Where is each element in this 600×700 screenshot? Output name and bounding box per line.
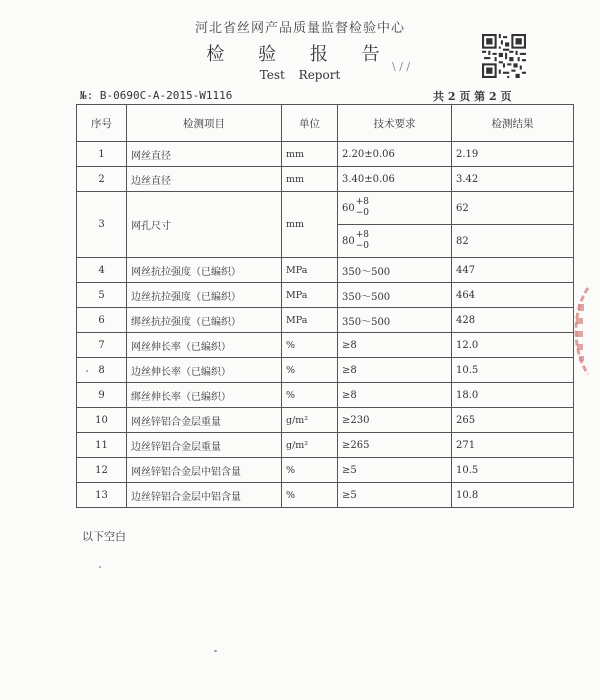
requirement-line-a xyxy=(338,192,451,225)
cell-requirement: 350～500 xyxy=(338,258,452,283)
cell-requirement: 350～500 xyxy=(338,308,452,333)
report-title: 检 验 报 告 xyxy=(206,44,394,65)
cell-unit: g/m² xyxy=(282,433,338,458)
cell-unit: mm xyxy=(282,142,338,167)
cell-unit: MPa xyxy=(282,308,338,333)
cell-requirement: ≥8 xyxy=(338,358,452,383)
table-row xyxy=(77,258,574,283)
cell-item: 绑丝伸长率（已编织） xyxy=(127,383,282,408)
cell-item: 边丝伸长率（已编织） xyxy=(127,358,282,383)
cell-unit: % xyxy=(282,458,338,483)
cell-unit: mm xyxy=(282,192,338,258)
table-row xyxy=(77,283,574,308)
cell-result: 18.0 xyxy=(452,383,574,408)
cell-item: 网丝抗拉强度（已编织） xyxy=(127,258,282,283)
cell-item: 网丝直径 xyxy=(127,142,282,167)
scan-speck xyxy=(214,650,217,652)
cell-seq: 4 xyxy=(77,258,127,283)
cell-item: 边丝锌铝合金层重量 xyxy=(127,433,282,458)
cell-result: 447 xyxy=(452,258,574,283)
cell-seq: 6 xyxy=(77,308,127,333)
cell-item: 边丝锌铝合金层中铝含量 xyxy=(127,483,282,508)
cell-seq: 1 xyxy=(77,142,127,167)
report-number: №: B-0690C-A-2015-W1116 xyxy=(80,89,233,102)
cell-requirement: ≥5 xyxy=(338,458,452,483)
cell-result: 2.19 xyxy=(452,142,574,167)
cell-unit: % xyxy=(282,383,338,408)
header-item: 检测项目 xyxy=(127,105,282,142)
organization-name: 河北省丝网产品质量监督检验中心 xyxy=(194,21,405,36)
cell-requirement: ≥265 xyxy=(338,433,452,458)
result-line-a: 62 xyxy=(452,192,573,225)
cell-unit: % xyxy=(282,333,338,358)
cell-requirement: ≥5 xyxy=(338,483,452,508)
cell-result: 3.42 xyxy=(452,167,574,192)
page-count: 共 2 页 第 2 页 xyxy=(433,90,512,103)
cell-seq: 7 xyxy=(77,333,127,358)
cell-unit: MPa xyxy=(282,283,338,308)
scan-speck xyxy=(86,370,88,372)
table-row xyxy=(77,142,574,167)
cell-seq: 10 xyxy=(77,408,127,433)
cell-result: 464 xyxy=(452,283,574,308)
cell-unit: % xyxy=(282,483,338,508)
cell-requirement: ≥230 xyxy=(338,408,452,433)
cell-requirement: ≥8 xyxy=(338,383,452,408)
cell-result: 10.8 xyxy=(452,483,574,508)
result-line-b: 82 xyxy=(456,235,469,247)
cell-requirement: 350～500 xyxy=(338,283,452,308)
cell-seq: 5 xyxy=(77,283,127,308)
cell-seq: 2 xyxy=(77,167,127,192)
scan-speck xyxy=(99,566,101,568)
cell-item: 边丝抗拉强度（已编织） xyxy=(127,283,282,308)
cell-requirement: ≥8 xyxy=(338,333,452,358)
partial-seal-stamp xyxy=(566,286,594,376)
cell-item: 绑丝抗拉强度（已编织） xyxy=(127,308,282,333)
table-row xyxy=(77,333,574,358)
table-row xyxy=(77,433,574,458)
cell-seq: 9 xyxy=(77,383,127,408)
cell-result: 428 xyxy=(452,308,574,333)
report-subtitle: Test Report xyxy=(259,68,341,82)
cell-item: 网丝锌铝合金层重量 xyxy=(127,408,282,433)
table-header-row xyxy=(77,105,574,142)
cell-item: 网孔尺寸 xyxy=(127,192,282,258)
requirement-line-b xyxy=(338,225,451,257)
cell-item: 网丝伸长率（已编织） xyxy=(127,333,282,358)
cell-unit: mm xyxy=(282,167,338,192)
cell-result: 10.5 xyxy=(452,358,574,383)
cell-requirement: 2.20±0.06 xyxy=(338,142,452,167)
tolerance-plus-a: +8 xyxy=(355,197,370,207)
cell-result: 10.5 xyxy=(452,458,574,483)
table-row xyxy=(77,383,574,408)
tolerance-b xyxy=(356,230,369,252)
handwritten-marks: \ / / xyxy=(392,60,411,73)
tolerance-minus-a: −0 xyxy=(355,208,370,218)
blank-below-note: 以下空白 xyxy=(82,530,126,543)
cell-result-split xyxy=(452,192,574,258)
results-table xyxy=(76,104,574,508)
cell-seq: 8 xyxy=(77,358,127,383)
table-row xyxy=(77,358,574,383)
cell-seq: 11 xyxy=(77,433,127,458)
table-row xyxy=(77,458,574,483)
header-unit: 单位 xyxy=(282,105,338,142)
cell-seq: 13 xyxy=(77,483,127,508)
table-row xyxy=(77,167,574,192)
tolerance-minus-b: −0 xyxy=(355,241,370,251)
header-requirement: 技术要求 xyxy=(338,105,452,142)
cell-result: 12.0 xyxy=(452,333,574,358)
table-row xyxy=(77,483,574,508)
req-base-b: 80 xyxy=(342,235,355,247)
cell-item: 网丝锌铝合金层中铝含量 xyxy=(127,458,282,483)
header-seq: 序号 xyxy=(77,105,127,142)
header-result: 检测结果 xyxy=(452,105,574,142)
req-base-a: 60 xyxy=(342,202,355,214)
cell-unit: MPa xyxy=(282,258,338,283)
cell-result: 265 xyxy=(452,408,574,433)
cell-unit: g/m² xyxy=(282,408,338,433)
cell-result: 271 xyxy=(452,433,574,458)
tolerance-plus-b: +8 xyxy=(355,230,370,240)
cell-requirement: 3.40±0.06 xyxy=(338,167,452,192)
cell-seq: 12 xyxy=(77,458,127,483)
table-row xyxy=(77,192,574,258)
cell-unit: % xyxy=(282,358,338,383)
cell-item: 边丝直径 xyxy=(127,167,282,192)
tolerance-a xyxy=(356,197,369,219)
cell-seq: 3 xyxy=(77,192,127,258)
qr-code-icon xyxy=(482,34,526,78)
table-row xyxy=(77,308,574,333)
cell-requirement-split xyxy=(338,192,452,258)
table-row xyxy=(77,408,574,433)
